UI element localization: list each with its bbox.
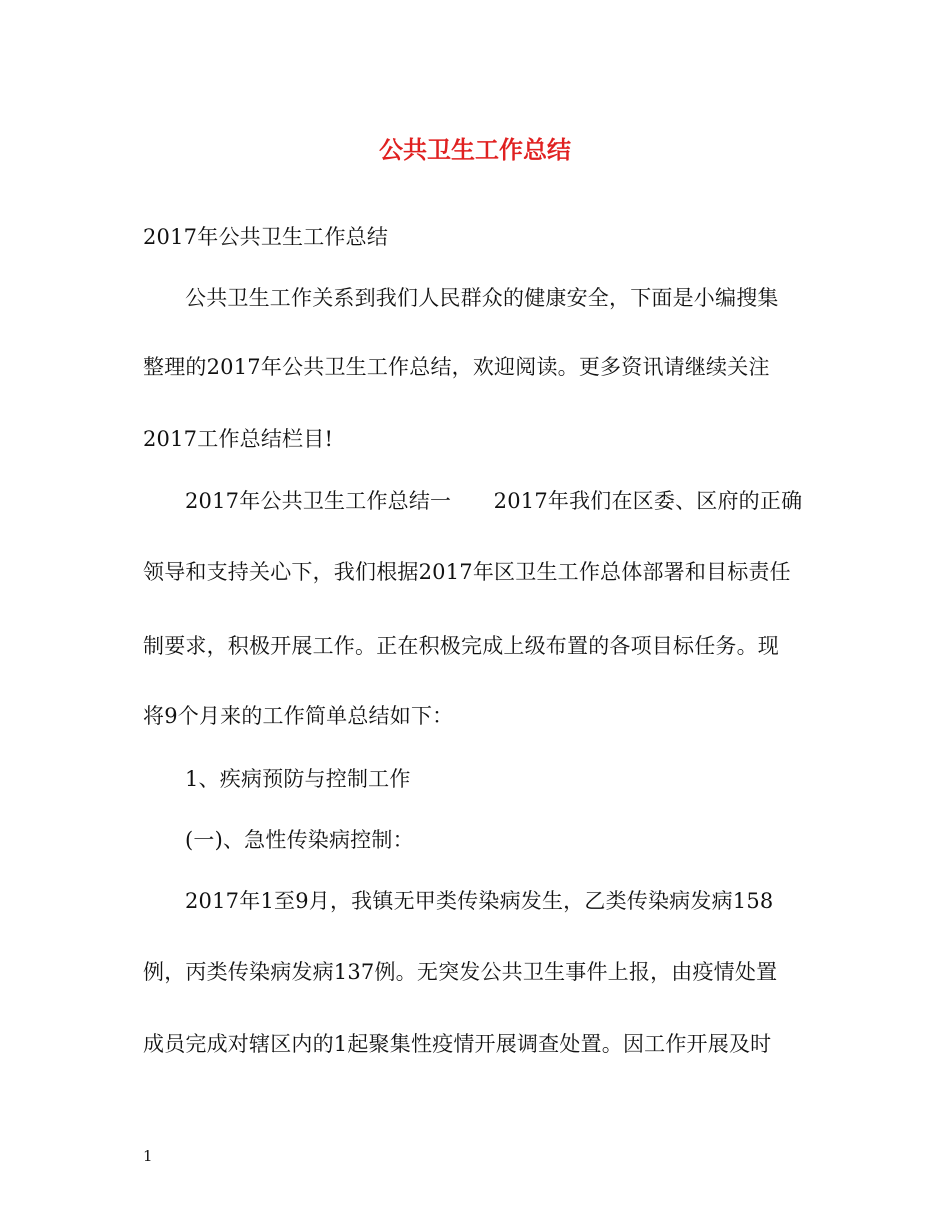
paragraph-line: 制要求，积极开展工作。正在积极完成上级布置的各项目标任务。现 xyxy=(143,634,779,658)
paragraph-line: 将9个月来的工作简单总结如下： xyxy=(143,704,454,728)
paragraph-line: 整理的2017年公共卫生工作总结，欢迎阅读。更多资讯请继续关注 xyxy=(143,355,770,379)
page-number: 1 xyxy=(143,1147,153,1165)
subtitle-line: 2017年公共卫生工作总结 xyxy=(143,225,389,249)
paragraph-line: 例，丙类传染病发病137例。无突发公共卫生事件上报，由疫情处置 xyxy=(143,960,778,984)
document-title: 公共卫生工作总结 xyxy=(379,135,571,164)
paragraph-line: 2017工作总结栏目! xyxy=(143,427,334,451)
paragraph-line: 公共卫生工作关系到我们人民群众的健康安全，下面是小编搜集 xyxy=(185,286,779,310)
paragraph-line: 领导和支持关心下，我们根据2017年区卫生工作总体部署和目标责任 xyxy=(143,560,791,584)
paragraph-line: 2017年1至9月，我镇无甲类传染病发生，乙类传染病发病158 xyxy=(185,889,774,913)
subsection-heading: (一)、急性传染病控制： xyxy=(185,828,414,852)
paragraph-line: 2017年公共卫生工作总结一 2017年我们在区委、区府的正确 xyxy=(185,489,803,513)
section-heading: 1、疾病预防与控制工作 xyxy=(185,767,411,791)
paragraph-line: 成员完成对辖区内的1起聚集性疫情开展调查处置。因工作开展及时 xyxy=(143,1032,772,1056)
